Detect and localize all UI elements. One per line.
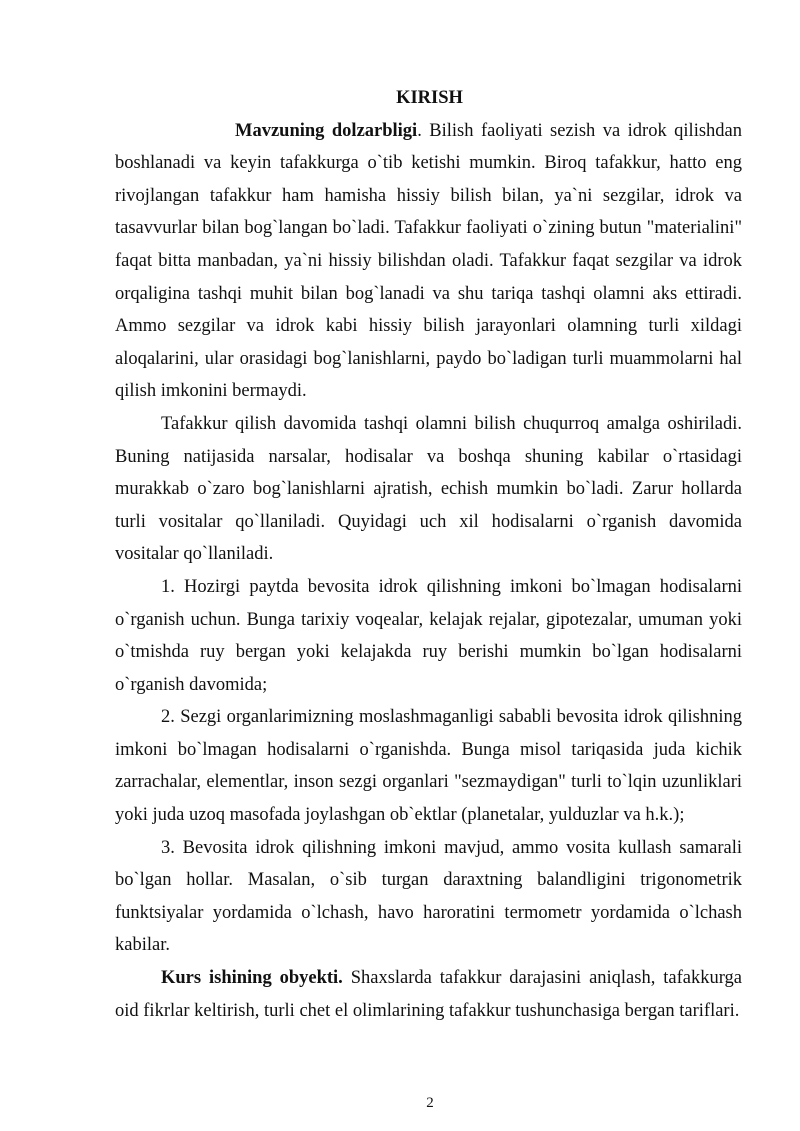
- paragraph-text: Tafakkur qilish davomida tashqi olamni bilish chuqurroq amalga oshiriladi. Buning natijasida narsalar, hodisalar va boshqa shuning kabilar o`rtasidagi murakkab o`zaro bog`lanishlarni ajratish, echish mumkin bo`ladi. Zarur hollarda turli vositalar qo`llaniladi. Quyidagi uch xil hodisalarni o`rganish davomida vositalar qo`llaniladi.: [115, 413, 742, 565]
- page-number: 2: [426, 1095, 434, 1111]
- paragraph-text: Shaxslarda tafakkur darajasini aniqlash, tafakkurga oid fikrlar keltirish, turli chet el olimlarining tafakkur tushunchasiga bergan tariflari.: [115, 968, 742, 1021]
- paragraph-thinking: [115, 408, 742, 571]
- paragraph-lead: Mavzuning dolzarbligi: [235, 120, 418, 141]
- paragraph-text: . Bilish faoliyati sezish va idrok qilishdan boshlanadi va keyin tafakkurga o`tib ketishi mumkin. Biroq tafakkur, hatto eng rivojlangan tafakkur ham hamisha hissiy bilish bilan, ya`ni sezgilar, idrok va tasavvurlar bilan bog`langan bo`ladi. Tafakkur faoliyati o`zining butun "materialini" faqat bitta manbadan, ya`ni hissiy bilishdan oladi. Tafakkur faqat sezgilar va idrok orqaligina tashqi muhit bilan bog`lanadi va shu tariqa tashqi olamni aks ettiradi. Ammo sezgilar va idrok kabi hissiy bilish jarayonlari olamning turli xildagi aloqalarini, ular orasidagi bog`lanishlarni, paydo bo`ladigan turli muammolarni hal qilish imkonini bermaydi.: [115, 120, 742, 402]
- paragraph-list-item-3: [115, 832, 742, 962]
- paragraph-relevance: [115, 115, 742, 408]
- paragraph-list-item-1: [115, 571, 742, 701]
- paragraph-text: 2. Sezgi organlarimizning moslashmaganligi sababli bevosita idrok qilishning imkoni bo`lmagan hodisalarni o`rganishda. Bunga misol tariqasida juda kichik zarrachalar, elementlar, inson sezgi organlari "sezmaydigan" turli to`lqin uzunliklari yoki juda uzoq masofada joylashgan ob`ektlar (planetalar, yulduzlar va h.k.);: [115, 707, 742, 826]
- paragraph-text: 3. Bevosita idrok qilishning imkoni mavjud, ammo vosita kullash samarali bo`lgan hollar. Masalan, o`sib turgan daraxtning balandligini trigonometrik funktsiyalar yordamida o`lchash, havo haroratini termometr yordamida o`lchash kabilar.: [115, 837, 742, 956]
- paragraph-course-object: [115, 962, 742, 1027]
- paragraph-list-item-2: [115, 701, 742, 831]
- paragraph-lead: Kurs ishining obyekti.: [161, 968, 343, 989]
- section-title: KIRISH: [396, 88, 463, 108]
- document-page: [115, 82, 742, 1027]
- paragraph-text: 1. Hozirgi paytda bevosita idrok qilishning imkoni bo`lmagan hodisalarni o`rganish uchun. Bunga tarixiy voqealar, kelajak rejalar, gipotezalar, umuman yoki o`tmishda ruy bergan yoki kelajakda ruy berishi mumkin bo`lgan hodisalarni o`rganish davomida;: [115, 576, 742, 695]
